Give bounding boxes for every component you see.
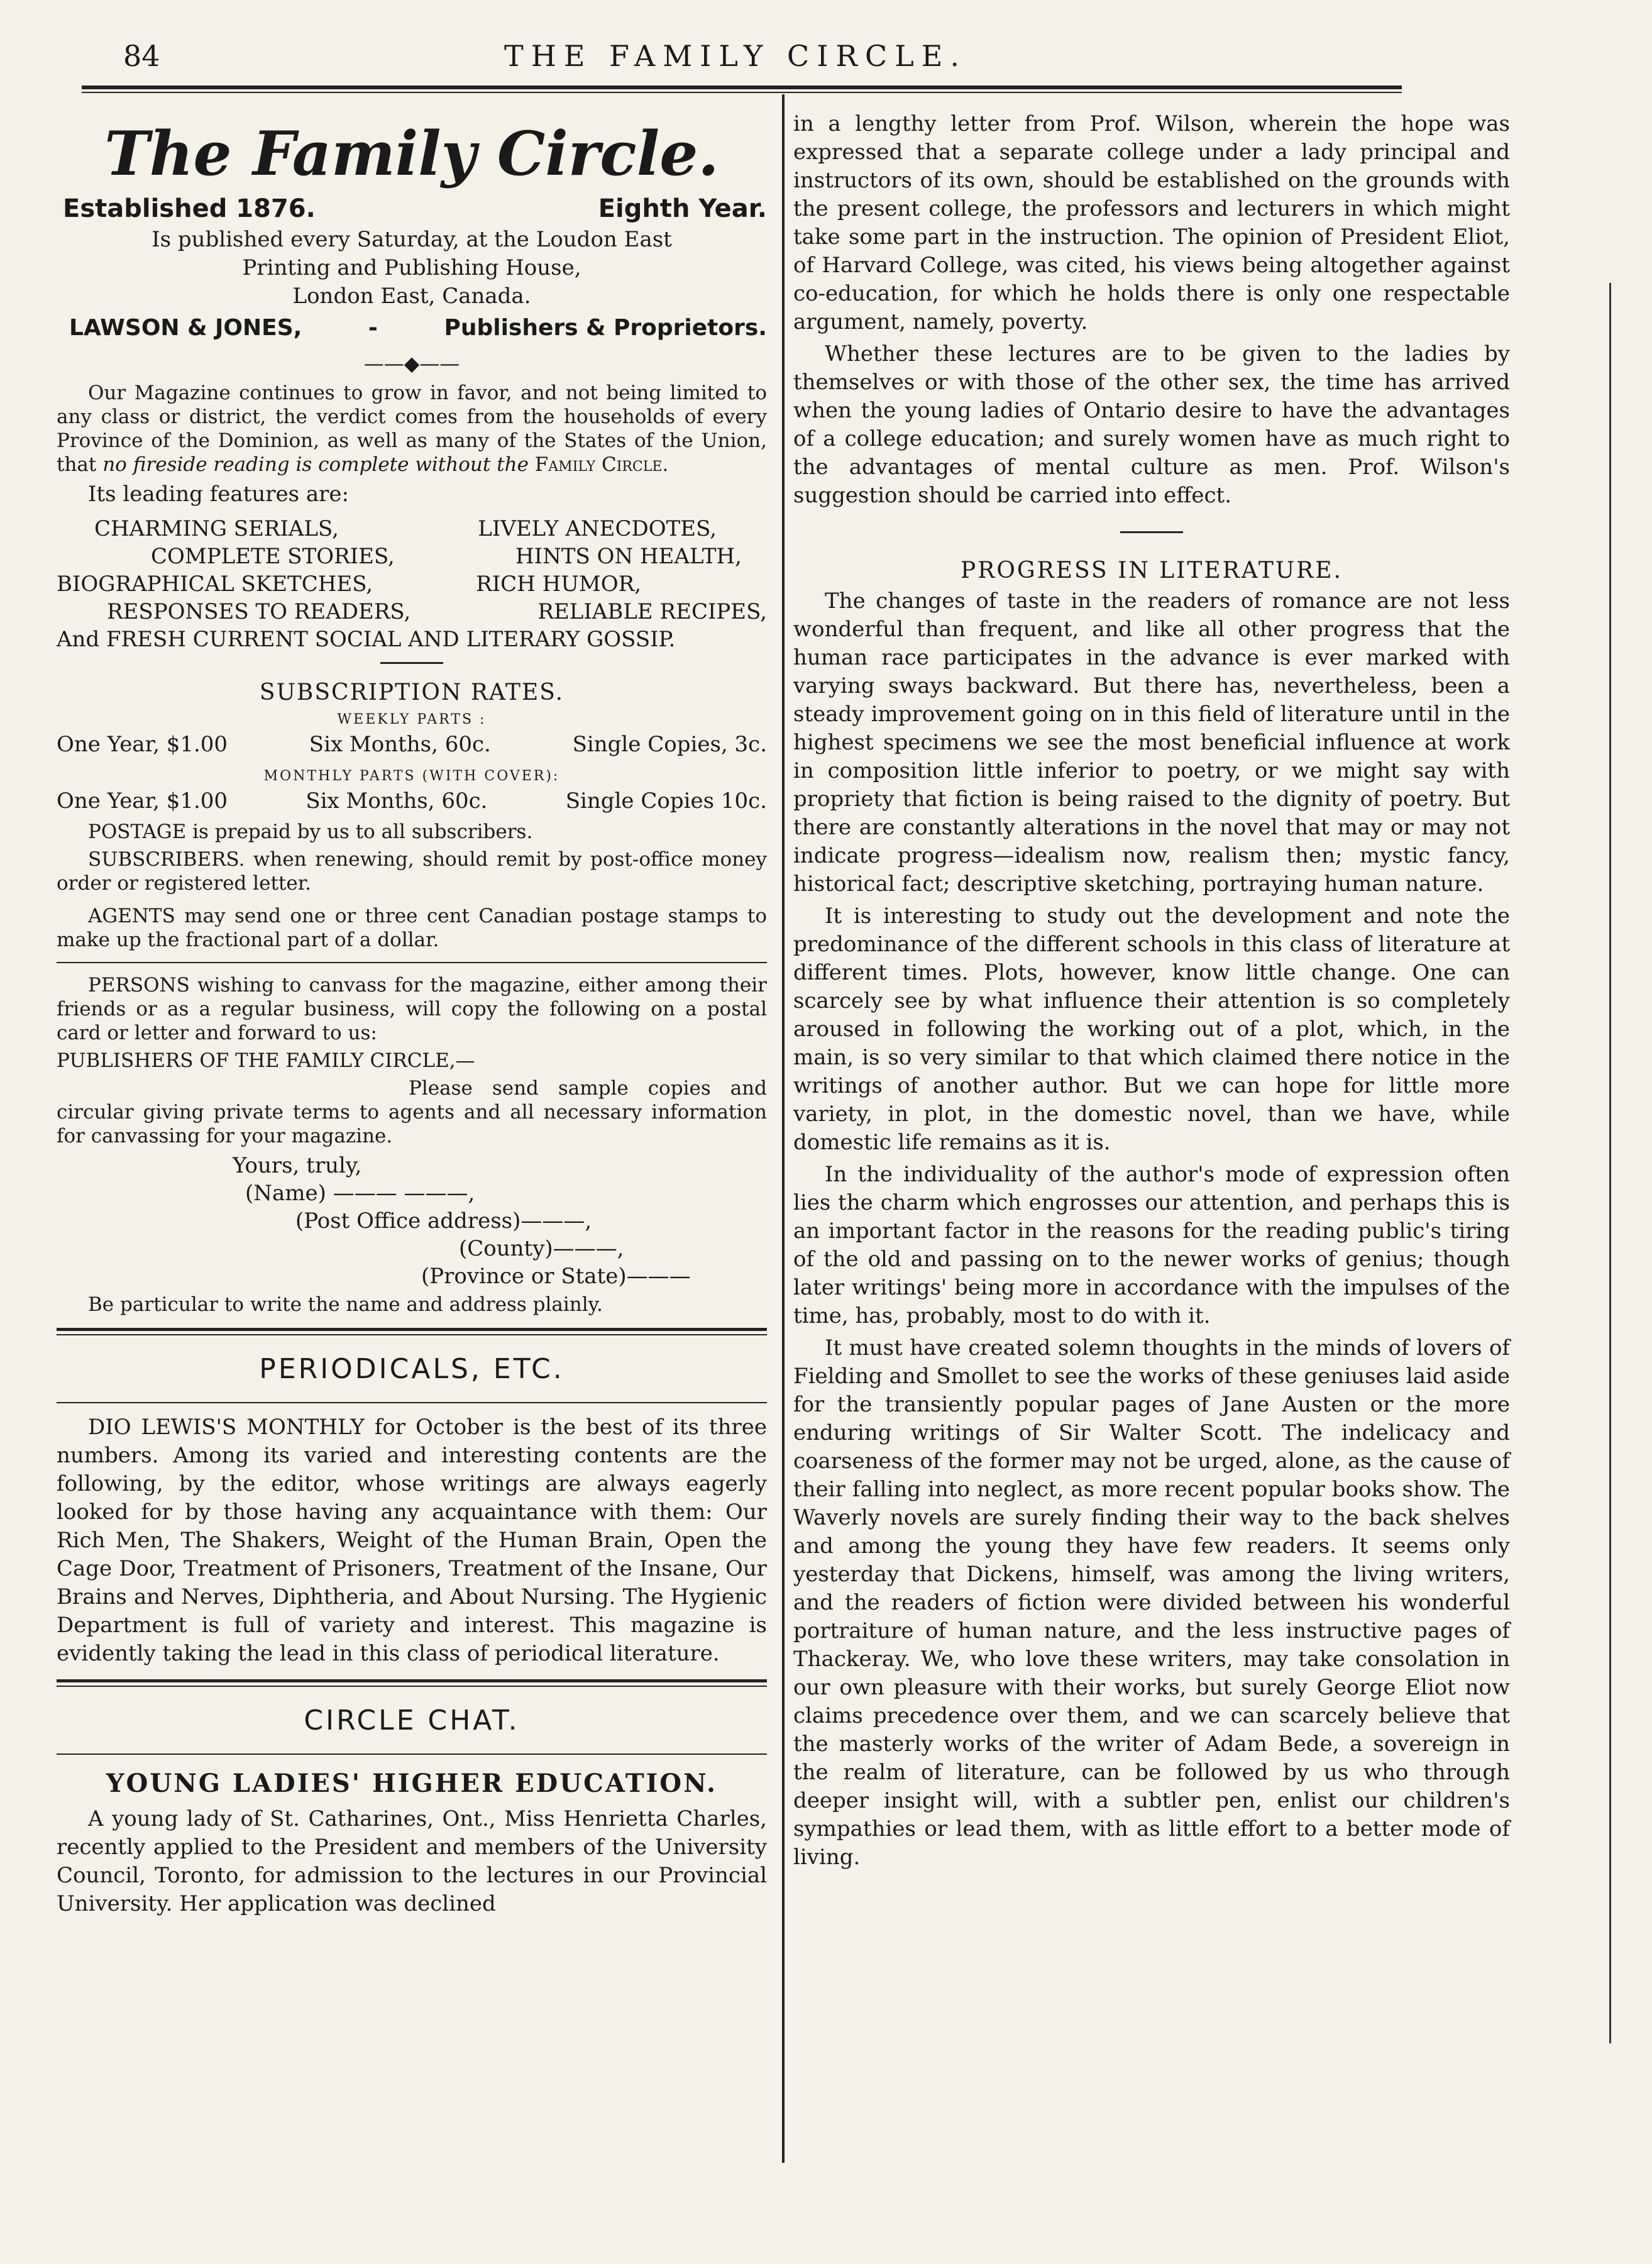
intro-italic: no fireside reading is complete without the <box>102 453 529 476</box>
periodicals-heading: PERIODICALS, ETC. <box>259 1353 564 1385</box>
weekly-label: WEEKLY PARTS : <box>337 712 487 727</box>
established-row <box>57 192 767 226</box>
periodicals-text: DIO LEWIS'S MONTHLY for October is the best of its three numbers. Among its varied and interesting contents are the following, by the editor, whose writings are always eagerly looked for by those having any acquaintance with them: Our Rich Men, The Shakers, Weight of the Human Brain, Open the Cage Door, Treatment of Prisoners, Treatment of the Insane, Our Brains and Nerves, Diphtheria, and About Nursing. The Hygienic Department is full of variety and interest. This magazine is evidently taking the lead in this class of periodical literature. <box>57 1415 767 1666</box>
rate-item: Single Copies 10c. <box>565 788 767 814</box>
margin-line <box>1609 283 1611 2043</box>
feature-row <box>57 626 767 653</box>
feature-item: COMPLETE STORIES, <box>151 544 395 569</box>
section-double-rule <box>57 1679 767 1687</box>
monthly-label: MONTHLY PARTS (WITH COVER): <box>263 768 560 784</box>
feature-item: LIVELY ANECDOTES, <box>478 516 717 541</box>
feature-item: RICH HUMOR, <box>476 572 641 597</box>
weekly-rates <box>57 731 767 758</box>
section-rule <box>57 1753 767 1755</box>
monthly-rates <box>57 787 767 815</box>
feature-item: RELIABLE RECIPES, <box>537 599 767 624</box>
feature-item: BIOGRAPHICAL SKETCHES, <box>57 572 373 597</box>
publishers-title: Publishers & Proprietors. <box>444 315 767 341</box>
features-label: Its leading features are: <box>88 482 349 507</box>
canvass-text: PERSONS wishing to canvass for the magazine, either among their friends or as a regular business, will copy the following on a postal card or letter and forward to us: <box>57 974 767 1044</box>
circle-chat-heading: CIRCLE CHAT. <box>304 1704 520 1737</box>
form-province-line: (Province or State)——— <box>421 1264 691 1289</box>
subscribers-note: SUBSCRIBERS. when renewing, should remit by post-office money order or registered letter. <box>57 848 767 895</box>
page-number: 84 <box>123 39 160 73</box>
postage-note: POSTAGE is prepaid by us to all subscribers. <box>88 820 533 843</box>
progress-paragraph: In the individuality of the author's mode of expression often lies the charm which engrosses our attention, and perhaps this is an important factor in the reasons for the reading public's tiring of the old and passing on to the newer works of genius; though later writings' being more in accordance with the impulses of the time, has, probably, most to do with it. <box>793 1162 1510 1328</box>
feature-item: HINTS ON HEALTH, <box>515 544 742 569</box>
agents-note: AGENTS may send one or three cent Canadian postage stamps to make up the fractional part of a dollar. <box>57 905 767 951</box>
running-title: THE FAMILY CIRCLE. <box>504 39 967 73</box>
feature-row <box>57 598 767 626</box>
section-double-rule <box>57 1328 767 1335</box>
subscription-heading: SUBSCRIPTION RATES. <box>259 680 564 705</box>
canvass-note: Be particular to write the name and address plainly. <box>88 1293 603 1316</box>
header-rule <box>82 86 1402 89</box>
feature-row <box>57 543 767 570</box>
rate-item: Single Copies, 3c. <box>572 732 767 757</box>
publishers-names: LAWSON & JONES, <box>69 315 302 341</box>
feature-row <box>57 570 767 598</box>
rate-item: One Year, $1.00 <box>57 788 228 814</box>
intro-text: Our Magazine continues to grow in favor, and not being limited to any class or district, the verdict comes from the households of every Province of the Dominion, as well as many of the States of the Union, that <box>57 382 767 476</box>
column-divider <box>782 94 785 2163</box>
published-line-1: Is published every Saturday, at the Loudon East <box>151 227 672 252</box>
article-paragraph: A young lady of St. Catharines, Ont., Miss Henrietta Charles, recently applied to the President and members of the University Council, Toronto, for admission to the lectures in our Provincial University. Her application was declined <box>57 1806 767 1916</box>
established-text: Established 1876. <box>63 194 316 223</box>
progress-paragraph: It must have created solemn thoughts in the minds of lovers of Fielding and Smollet to see the works of these geniuses laid aside for the transiently popular pages of Jane Austen or the more enduring writings of Sir Walter Scott. The indelicacy and coarseness of the former may not be urged, alone, as the cause of their falling into neglect, as more recent popular books show. The Waverly novels are surely finding their way to the back shelves and among the young they have few readers. It seems only yesterday that Dickens, himself, was among the living writers, and the readers of fiction were divided between his wonderful portraiture of human nature, and the less instructive pages of Thackeray. We, who love these writers, may take consolation in our own pleasure with their works, but surely George Eliot now claims precedence over them, and we can scarcely believe that the masterly works of the writer of Adam Bede, a sovereign in the realm of literature, can be followed by us who through deeper insight will, with a subtler pen, enlist our children's sympathies or lead them, with as little effort to a better mode of living. <box>793 1335 1510 1870</box>
publishers-row <box>57 311 767 346</box>
progress-paragraph: The changes of taste in the readers of romance are not less wonderful than frequent, and like all other progress that the human race participates in the advance is ever marked with varying sways backward. But there has, nevertheless, been a steady improvement going on in this field of literature until in the highest specimens we see the most beneficial influence at work in composition little inferior to poetry, or we might say with propriety that fiction is being raised to the dignity of poetry. But there are constantly alterations in the novel that may or may not indicate progress—idealism now, realism then; mystic fancy, historical fact; descriptive sketching, portraying human nature. <box>793 588 1510 897</box>
canvass-closing: Yours, truly, <box>233 1153 362 1178</box>
publishers-dash: - <box>368 315 378 341</box>
header-rule-thin <box>82 92 1402 93</box>
progress-heading: PROGRESS IN LITERATURE. <box>960 558 1343 583</box>
published-line-3: London East, Canada. <box>292 284 531 309</box>
form-po-line: (Post Office address)———, <box>295 1208 592 1234</box>
published-line-2: Printing and Publishing House, <box>242 255 581 280</box>
rate-item: Six Months, 60c. <box>309 732 491 757</box>
article-paragraph: Whether these lectures are to be given to the ladies by themselves or with those of the other sex, the time has arrived when the young ladies of Ontario desire to have the advantages of a college education; and surely women have as much right to the advantages of mental culture as men. Prof. Wilson's suggestion should be carried into effect. <box>793 341 1510 508</box>
year-text: Eighth Year. <box>598 194 767 223</box>
section-rule <box>57 962 767 963</box>
page-header <box>82 39 1389 83</box>
ornament-divider: ——◆—— <box>363 351 460 375</box>
right-column <box>793 110 1510 1875</box>
section-rule <box>380 662 443 664</box>
rate-item: Six Months, 60c. <box>306 788 488 814</box>
form-name-line: (Name) ——— ———, <box>245 1181 475 1206</box>
feature-row <box>57 515 767 543</box>
left-column <box>57 110 767 1922</box>
intro-text-end: Family Circle. <box>528 453 669 476</box>
article-title: YOUNG LADIES' HIGHER EDUCATION. <box>106 1769 718 1798</box>
article-continuation: in a lengthy letter from Prof. Wilson, wherein the hope was expressed that a separate college under a lady principal and instructors of its own, should be established on the grounds with the present college, the professors and lecturers in which might take some part in the instruction. The opinion of President Eliot, of Harvard College, was cited, his views being altogether against co-education, for which he holds there is only one respectable argument, namely, poverty. <box>793 111 1510 334</box>
canvass-body: Please send sample copies and circular giving private terms to agents and all necessary information for canvassing for your magazine. <box>57 1077 767 1147</box>
section-rule <box>57 1402 767 1403</box>
intro-paragraph <box>57 381 767 477</box>
feature-item: And FRESH CURRENT SOCIAL AND LITERARY GOSSIP. <box>57 627 676 652</box>
rate-item: One Year, $1.00 <box>57 732 228 757</box>
masthead-title: The Family Circle. <box>104 118 719 189</box>
canvass-addressee: PUBLISHERS OF THE FAMILY CIRCLE,— <box>57 1049 475 1072</box>
feature-item: RESPONSES TO READERS, <box>107 599 411 624</box>
form-county-line: (County)———, <box>459 1236 624 1261</box>
section-rule <box>1120 531 1183 533</box>
feature-item: CHARMING SERIALS, <box>94 516 339 541</box>
features-list <box>57 515 767 653</box>
progress-paragraph: It is interesting to study out the development and note the predominance of the different schools in this class of literature at different times. Plots, however, know little change. One can scarcely see by what influence their attention is so completely aroused in following the working out of a plot, which, in the main, is so very similar to that which claimed there notice in the writings of another author. But we can hope for little more variety, in plot, in the domestic novel, than we have, while domestic life remains as it is. <box>793 903 1510 1155</box>
